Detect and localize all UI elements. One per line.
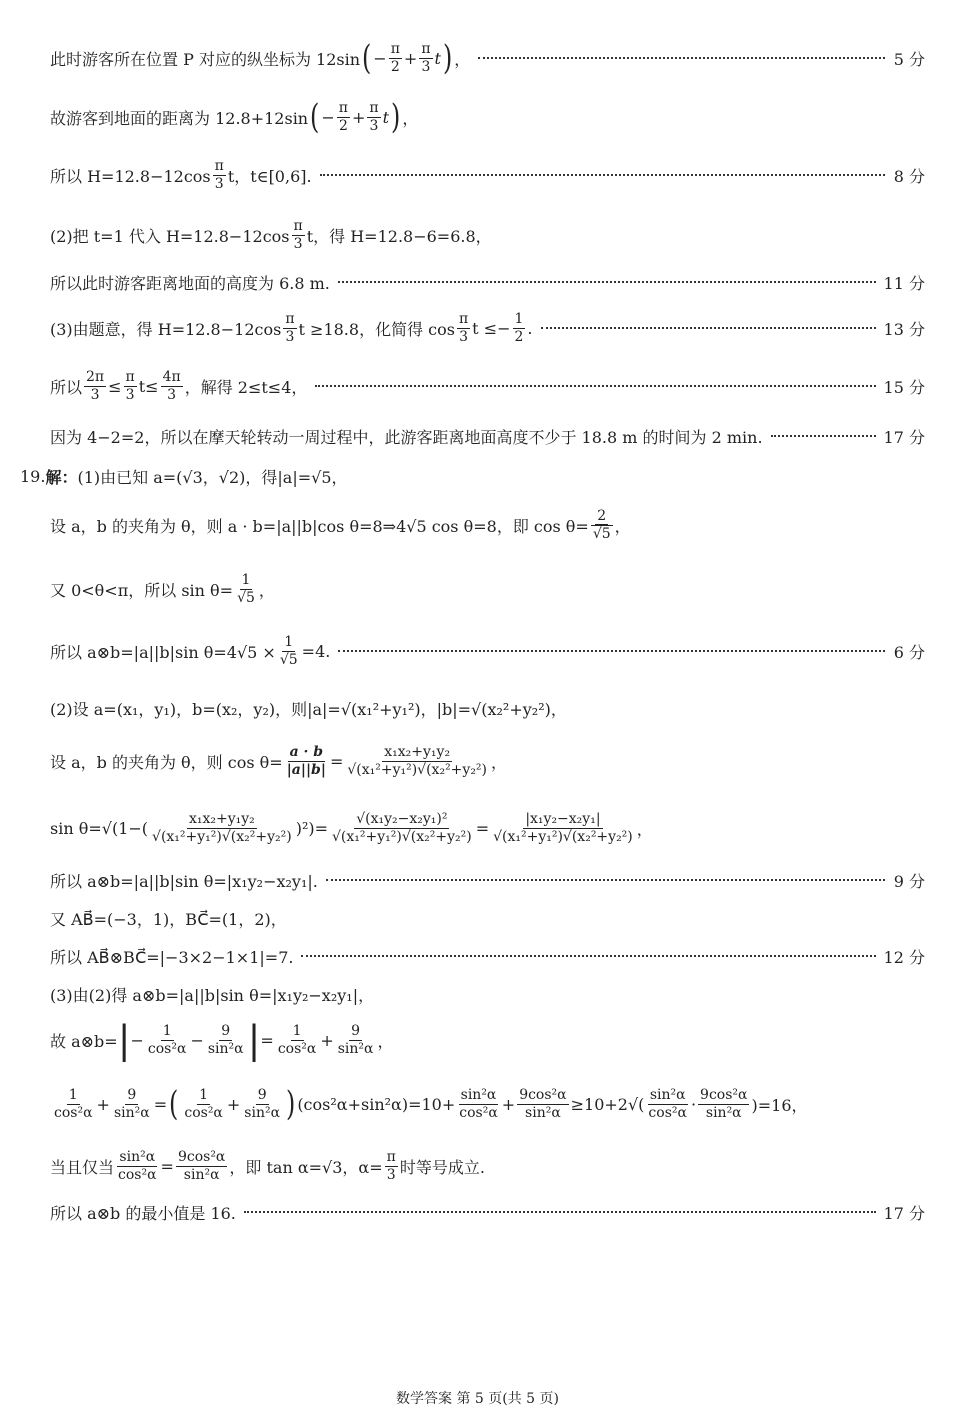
answer-line-10: 设 a，b 的夹角为 θ，则 a · b=|a||b|cos θ=8⇒4√5 cos θ=8，即 cos θ= $\frac{2}{√5}$ ， [50,507,631,542]
answer-line-5: 所以此时游客距离地面的高度为 6.8 m. 11 分 [50,268,925,296]
score-5: 5 分 [893,49,925,69]
score-17a: 17 分 [883,427,925,447]
answer-line-15: sin θ=√(1−( x₁x₂+y₁y₂ √(x₁²+y₁²)√(x₂²+y₂²) )²)= $\frac{\text{√(x₁y₂−x₂y₁)²}}{\text{√(x₁²+y₁²)√(x₂²+y₂²)}}$ = $\frac{\text{|x₁y₂−x₂y₁|}}{\text{√(x₁²+y₁²)√(x₂²+y₂²)}}$ ， [50,811,653,845]
score-13: 13 分 [883,319,925,339]
answer-line-17: 又 AB⃗=(−3，1)，BC⃗=(1，2)， [50,909,287,929]
score-9: 9 分 [893,871,925,891]
answer-line-12: 所以 a⊗b=|a||b|sin θ=4√5 × $\frac{1}{√5}$ =4. 6 分 [50,634,925,668]
answer-line-11: 又 0<θ<π，所以 sin θ= $\frac{1}{√5}$ ， [50,572,275,606]
answer-line-20: 故 a⊗b= | − 1 cos²α − 9 sin²α | = 1 cos²α + 9 sin²α ， [50,1018,394,1062]
answer-line-16: 所以 a⊗b=|a||b|sin θ=|x₁y₂−x₂y₁|. 9 分 [50,866,925,894]
page-footer: 数学答案 第 5 页(共 5 页) [396,1391,559,1407]
answer-line-13: (2)设 a=(x₁，y₁)，b=(x₂，y₂)，则|a|=√(x₁²+y₁²)，|b|=√(x₂²+y₂²)， [50,699,567,719]
answer-line-8: 因为 4−2=2，所以在摩天轮转动一周过程中，此游客距离地面高度不少于 18.8 m 的时间为 2 min. 17 分 [50,422,925,450]
answer-line-14: 设 a，b 的夹角为 θ，则 cos θ= $\frac{a \cdot b}{|a||b|}$ = $\frac{\text{x₁x₂+y₁y₂}}{\text{√(x₁²+y₁²)√(x₂²+y₂²)}}$ ， [50,744,508,778]
answer-line-18: 所以 AB⃗⊗BC⃗=|−3×2−1×1|=7. 12 分 [50,942,925,970]
answer-line-21: 1 cos²α + 9 sin²α = ( 1 cos²α + 9 sin²α ) (cos²α+sin²α)=10+ $\frac{\text{sin²α}}{\text{cos²α}}$ + $\frac{\text{9cos²α}}{\text{sin²α}}$ ≥10+2√( sin²α cos²α · 9cos²α sin²α )=16， [54,1084,808,1124]
score-15: 15 分 [883,377,925,397]
score-12: 12 分 [883,947,925,967]
answer-line-19: (3)由(2)得 a⊗b=|a||b|sin θ=|x₁y₂−x₂y₁|， [50,985,375,1005]
score-17b: 17 分 [883,1203,925,1223]
answer-line-3: 所以 H=12.8−12cos π 3 t，t∈[0,6]. 8 分 [50,158,925,192]
answer-line-6: (3)由题意，得 H=12.8−12cos π 3 t ≥18.8，化简得 cos π 3 t ≤− $\frac{1}{2}$ . 13 分 [50,311,925,345]
answer-line-23: 所以 a⊗b 的最小值是 16. 17 分 [50,1198,925,1226]
answer-line-2: 故游客到地面的距离为 12.8+12sin ( − π 2 + π 3 t ) ， [50,97,419,137]
question-19-heading: 19. 解： (1)由已知 a=(√3，√2)，得|a|=√5， [20,466,348,487]
score-6: 6 分 [893,642,925,662]
score-8: 8 分 [893,166,925,186]
answer-line-4: (2)把 t=1 代入 H=12.8−12cos π 3 t，得 H=12.8−6=6.8， [50,218,492,252]
answer-line-7: 所以 $\frac{2\pi}{3}$ ≤ $\frac{\pi}{3}$ t≤ $\frac{4\pi}{3}$ ，解得 2≤t≤4， 15 分 [50,369,925,403]
answer-line-22: 当且仅当 sin²α cos²α = 9cos²α sin²α ，即 tan α=√3，α= $\frac{\pi}{3}$ 时等号成立. [50,1149,485,1183]
answer-line-1: 此时游客所在位置 P 对应的纵坐标为 12sin ( − π 2 + π 3 t ) ， 5 分 [50,38,925,78]
score-11: 11 分 [883,273,925,293]
